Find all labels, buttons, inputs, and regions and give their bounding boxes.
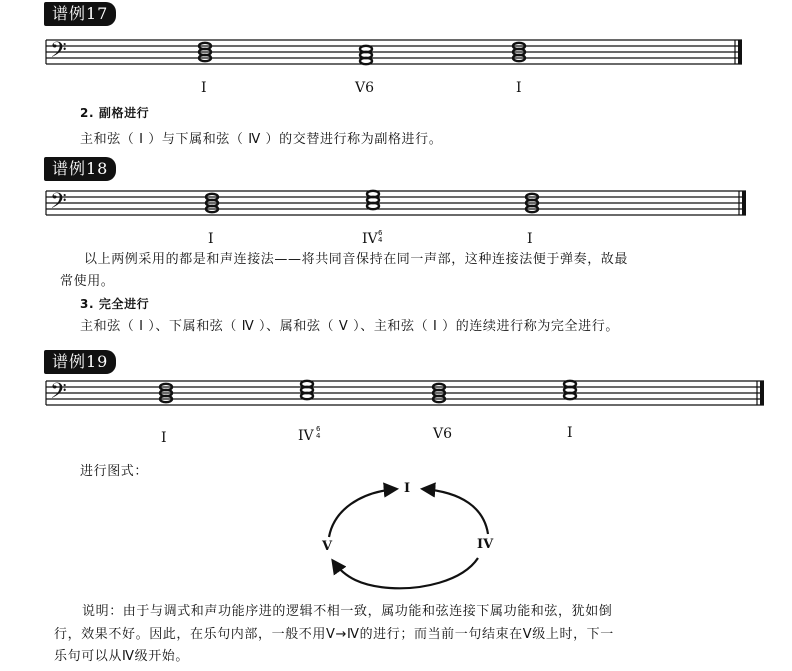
- roman-numeral-19-2: IV: [298, 428, 314, 444]
- roman-numeral-19-4: I: [567, 425, 573, 441]
- diagram-title: 进行图式：: [80, 464, 149, 479]
- section-heading-2: 2. 副格进行: [80, 106, 150, 120]
- arrow-iv-to-i: [423, 489, 488, 534]
- section-body-3: 主和弦（ Ⅰ ）、下属和弦（ Ⅳ ）、属和弦（ Ⅴ ）、主和弦（ Ⅰ ）的连续进行称为完全进行。: [80, 319, 619, 334]
- example-label-19: 谱例19: [44, 350, 116, 374]
- roman-numeral-17-3: I: [516, 80, 522, 96]
- svg-text:𝄢: 𝄢: [50, 379, 67, 409]
- note-line-3: 乐句可以从Ⅳ级开始。: [54, 649, 189, 664]
- section-heading-3: 3. 完全进行: [80, 297, 150, 311]
- diagram-node-i: I: [404, 481, 411, 496]
- roman-numeral-18-2: IV: [362, 231, 378, 247]
- example-label-18: 谱例18: [44, 157, 116, 181]
- arrow-v-to-i: [329, 489, 396, 537]
- roman-numeral-19-1: I: [161, 430, 167, 446]
- figured-bass-19-top: 6: [316, 425, 321, 433]
- note-line-1: 说明：由于与调式和声功能序进的逻辑不相一致，属功能和弦连接下属功能和弦，犹如倒: [82, 604, 613, 619]
- section-body-2: 主和弦（ Ⅰ ）与下属和弦（ Ⅳ ）的交替进行称为副格进行。: [80, 132, 443, 147]
- example-label-17: 谱例17: [44, 2, 116, 26]
- roman-numeral-17-1: I: [201, 80, 207, 96]
- arrow-iv-to-v: [333, 558, 478, 588]
- svg-text:𝄢: 𝄢: [50, 38, 67, 68]
- figured-bass-19-bottom: 4: [316, 432, 321, 440]
- roman-numeral-17-2: V6: [355, 80, 375, 96]
- diagram-node-v: V: [322, 539, 333, 554]
- paragraph-line-1: 以上两例采用的都是和声连接法——将共同音保持在同一声部，这种连接法便于弹奏，故最: [84, 252, 629, 267]
- figured-bass-18-bottom: 4: [378, 236, 383, 244]
- diagram-node-iv: IV: [477, 537, 494, 552]
- paragraph-line-2: 常使用。: [60, 274, 115, 289]
- roman-numeral-18-3: I: [527, 231, 533, 247]
- svg-text:𝄢: 𝄢: [50, 189, 67, 219]
- figured-bass-18-top: 6: [378, 229, 383, 237]
- roman-numeral-19-3: V6: [433, 426, 453, 442]
- roman-numeral-18-1: I: [208, 231, 214, 247]
- note-line-2: 行，效果不好。因此，在乐句内部，一般不用Ⅴ→Ⅳ的进行；而当前一句结束在Ⅴ级上时，下一: [54, 627, 614, 642]
